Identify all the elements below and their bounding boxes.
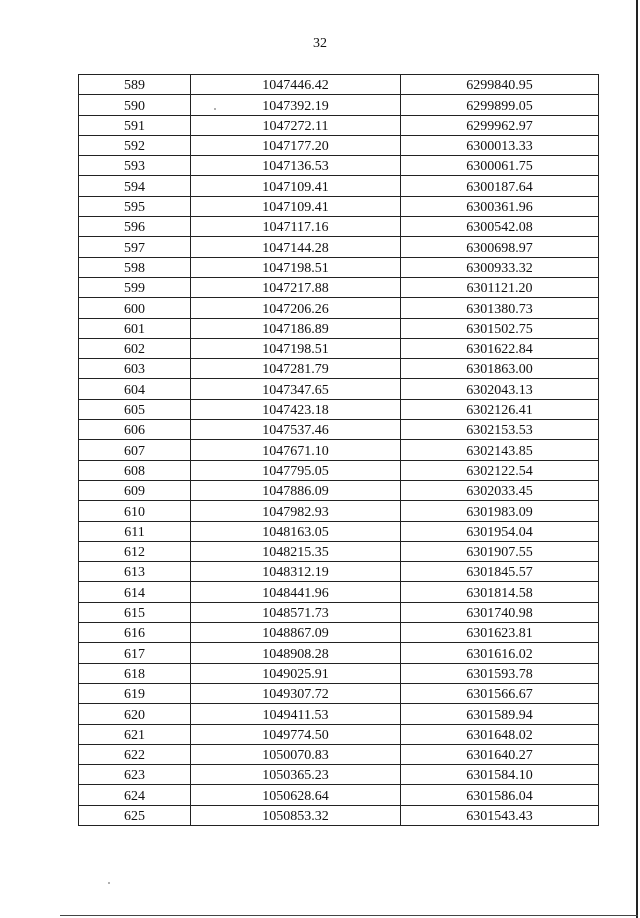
x-coordinate-cell: 1047982.93: [191, 501, 401, 521]
table-row: [79, 704, 599, 724]
point-number-cell: 606: [79, 420, 191, 440]
x-coordinate-cell: 1050628.64: [191, 785, 401, 805]
x-coordinate-cell: 1047272.11: [191, 115, 401, 135]
table-row: [79, 541, 599, 561]
table-row: [79, 501, 599, 521]
y-coordinate-cell: 6302126.41: [401, 399, 599, 419]
y-coordinate-cell: 6302043.13: [401, 379, 599, 399]
y-coordinate-cell: 6301380.73: [401, 298, 599, 318]
y-coordinate-cell: 6301954.04: [401, 521, 599, 541]
y-coordinate-cell: 6300698.97: [401, 237, 599, 257]
x-coordinate-cell: 1047206.26: [191, 298, 401, 318]
x-coordinate-cell: 1047177.20: [191, 135, 401, 155]
x-coordinate-cell: 1049307.72: [191, 683, 401, 703]
y-coordinate-cell: 6300542.08: [401, 217, 599, 237]
y-coordinate-cell: 6301589.94: [401, 704, 599, 724]
y-coordinate-cell: 6299962.97: [401, 115, 599, 135]
x-coordinate-cell: 1049774.50: [191, 724, 401, 744]
x-coordinate-cell: 1047446.42: [191, 75, 401, 95]
y-coordinate-cell: 6300361.96: [401, 196, 599, 216]
point-number-cell: 623: [79, 765, 191, 785]
y-coordinate-cell: 6302122.54: [401, 460, 599, 480]
point-number-cell: 614: [79, 582, 191, 602]
x-coordinate-cell: 1048571.73: [191, 602, 401, 622]
x-coordinate-cell: 1049025.91: [191, 663, 401, 683]
y-coordinate-cell: 6301566.67: [401, 683, 599, 703]
y-coordinate-cell: 6302143.85: [401, 440, 599, 460]
point-number-cell: 616: [79, 623, 191, 643]
point-number-cell: 596: [79, 217, 191, 237]
y-coordinate-cell: 6302153.53: [401, 420, 599, 440]
x-coordinate-cell: 1048441.96: [191, 582, 401, 602]
table-row: [79, 683, 599, 703]
x-coordinate-cell: 1048163.05: [191, 521, 401, 541]
table-row: [79, 217, 599, 237]
table-row: [79, 582, 599, 602]
y-coordinate-cell: 6301622.84: [401, 338, 599, 358]
x-coordinate-cell: 1047144.28: [191, 237, 401, 257]
x-coordinate-cell: 1047537.46: [191, 420, 401, 440]
point-number-cell: 599: [79, 277, 191, 297]
table-row: [79, 95, 599, 115]
x-coordinate-cell: 1047795.05: [191, 460, 401, 480]
y-coordinate-cell: 6300061.75: [401, 156, 599, 176]
y-coordinate-cell: 6301623.81: [401, 623, 599, 643]
point-number-cell: 625: [79, 805, 191, 825]
table-row: [79, 298, 599, 318]
table-row: [79, 338, 599, 358]
y-coordinate-cell: 6300187.64: [401, 176, 599, 196]
y-coordinate-cell: 6301616.02: [401, 643, 599, 663]
point-number-cell: 622: [79, 744, 191, 764]
table-row: [79, 562, 599, 582]
table-row: [79, 744, 599, 764]
x-coordinate-cell: 1048908.28: [191, 643, 401, 663]
point-number-cell: 602: [79, 338, 191, 358]
point-number-cell: 609: [79, 480, 191, 500]
table-row: [79, 115, 599, 135]
y-coordinate-cell: 6301983.09: [401, 501, 599, 521]
table-row: [79, 480, 599, 500]
point-number-cell: 589: [79, 75, 191, 95]
y-coordinate-cell: 6299840.95: [401, 75, 599, 95]
table-row: [79, 318, 599, 338]
table-row: [79, 521, 599, 541]
scan-speck: [214, 108, 216, 110]
x-coordinate-cell: 1048215.35: [191, 541, 401, 561]
table-row: [79, 805, 599, 825]
point-number-cell: 597: [79, 237, 191, 257]
x-coordinate-cell: 1049411.53: [191, 704, 401, 724]
y-coordinate-cell: 6301640.27: [401, 744, 599, 764]
y-coordinate-cell: 6301845.57: [401, 562, 599, 582]
point-number-cell: 610: [79, 501, 191, 521]
y-coordinate-cell: 6301543.43: [401, 805, 599, 825]
x-coordinate-cell: 1047671.10: [191, 440, 401, 460]
table-row: [79, 602, 599, 622]
x-coordinate-cell: 1047281.79: [191, 359, 401, 379]
y-coordinate-cell: 6301814.58: [401, 582, 599, 602]
x-coordinate-cell: 1047886.09: [191, 480, 401, 500]
y-coordinate-cell: 6299899.05: [401, 95, 599, 115]
point-number-cell: 593: [79, 156, 191, 176]
y-coordinate-cell: 6300933.32: [401, 257, 599, 277]
point-number-cell: 620: [79, 704, 191, 724]
y-coordinate-cell: 6302033.45: [401, 480, 599, 500]
table-row: [79, 643, 599, 663]
x-coordinate-cell: 1047136.53: [191, 156, 401, 176]
table-row: [79, 785, 599, 805]
x-coordinate-cell: 1047392.19: [191, 95, 401, 115]
y-coordinate-cell: 6301907.55: [401, 541, 599, 561]
point-number-cell: 591: [79, 115, 191, 135]
x-coordinate-cell: 1050365.23: [191, 765, 401, 785]
table-row: [79, 75, 599, 95]
table-row: [79, 420, 599, 440]
table-row: [79, 623, 599, 643]
x-coordinate-cell: 1048867.09: [191, 623, 401, 643]
point-number-cell: 618: [79, 663, 191, 683]
point-number-cell: 615: [79, 602, 191, 622]
point-number-cell: 594: [79, 176, 191, 196]
y-coordinate-cell: 6300013.33: [401, 135, 599, 155]
x-coordinate-cell: 1047198.51: [191, 338, 401, 358]
y-coordinate-cell: 6301740.98: [401, 602, 599, 622]
y-coordinate-cell: 6301593.78: [401, 663, 599, 683]
table-row: [79, 135, 599, 155]
coordinates-table-body: [79, 75, 599, 826]
point-number-cell: 624: [79, 785, 191, 805]
x-coordinate-cell: 1047117.16: [191, 217, 401, 237]
x-coordinate-cell: 1047109.41: [191, 196, 401, 216]
x-coordinate-cell: 1050070.83: [191, 744, 401, 764]
point-number-cell: 607: [79, 440, 191, 460]
point-number-cell: 613: [79, 562, 191, 582]
x-coordinate-cell: 1048312.19: [191, 562, 401, 582]
table-row: [79, 724, 599, 744]
table-row: [79, 399, 599, 419]
x-coordinate-cell: 1050853.32: [191, 805, 401, 825]
y-coordinate-cell: 6301121.20: [401, 277, 599, 297]
point-number-cell: 598: [79, 257, 191, 277]
point-number-cell: 612: [79, 541, 191, 561]
point-number-cell: 621: [79, 724, 191, 744]
table-row: [79, 663, 599, 683]
table-row: [79, 460, 599, 480]
x-coordinate-cell: 1047347.65: [191, 379, 401, 399]
x-coordinate-cell: 1047198.51: [191, 257, 401, 277]
x-coordinate-cell: 1047186.89: [191, 318, 401, 338]
table-row: [79, 156, 599, 176]
table-row: [79, 196, 599, 216]
x-coordinate-cell: 1047109.41: [191, 176, 401, 196]
point-number-cell: 611: [79, 521, 191, 541]
point-number-cell: 603: [79, 359, 191, 379]
coordinates-table: [78, 74, 599, 826]
point-number-cell: 601: [79, 318, 191, 338]
point-number-cell: 595: [79, 196, 191, 216]
table-row: [79, 176, 599, 196]
table-row: [79, 765, 599, 785]
x-coordinate-cell: 1047423.18: [191, 399, 401, 419]
scan-edge-right: [636, 0, 638, 918]
point-number-cell: 592: [79, 135, 191, 155]
point-number-cell: 617: [79, 643, 191, 663]
point-number-cell: 604: [79, 379, 191, 399]
table-row: [79, 359, 599, 379]
y-coordinate-cell: 6301502.75: [401, 318, 599, 338]
y-coordinate-cell: 6301863.00: [401, 359, 599, 379]
table-row: [79, 277, 599, 297]
table-row: [79, 440, 599, 460]
point-number-cell: 608: [79, 460, 191, 480]
point-number-cell: 619: [79, 683, 191, 703]
page-number: 32: [313, 36, 327, 51]
table-row: [79, 237, 599, 257]
x-coordinate-cell: 1047217.88: [191, 277, 401, 297]
y-coordinate-cell: 6301648.02: [401, 724, 599, 744]
table-row: [79, 257, 599, 277]
point-number-cell: 600: [79, 298, 191, 318]
point-number-cell: 605: [79, 399, 191, 419]
point-number-cell: 590: [79, 95, 191, 115]
y-coordinate-cell: 6301586.04: [401, 785, 599, 805]
y-coordinate-cell: 6301584.10: [401, 765, 599, 785]
table-row: [79, 379, 599, 399]
scan-speck: [108, 882, 110, 884]
scan-edge-bottom: [60, 915, 638, 916]
